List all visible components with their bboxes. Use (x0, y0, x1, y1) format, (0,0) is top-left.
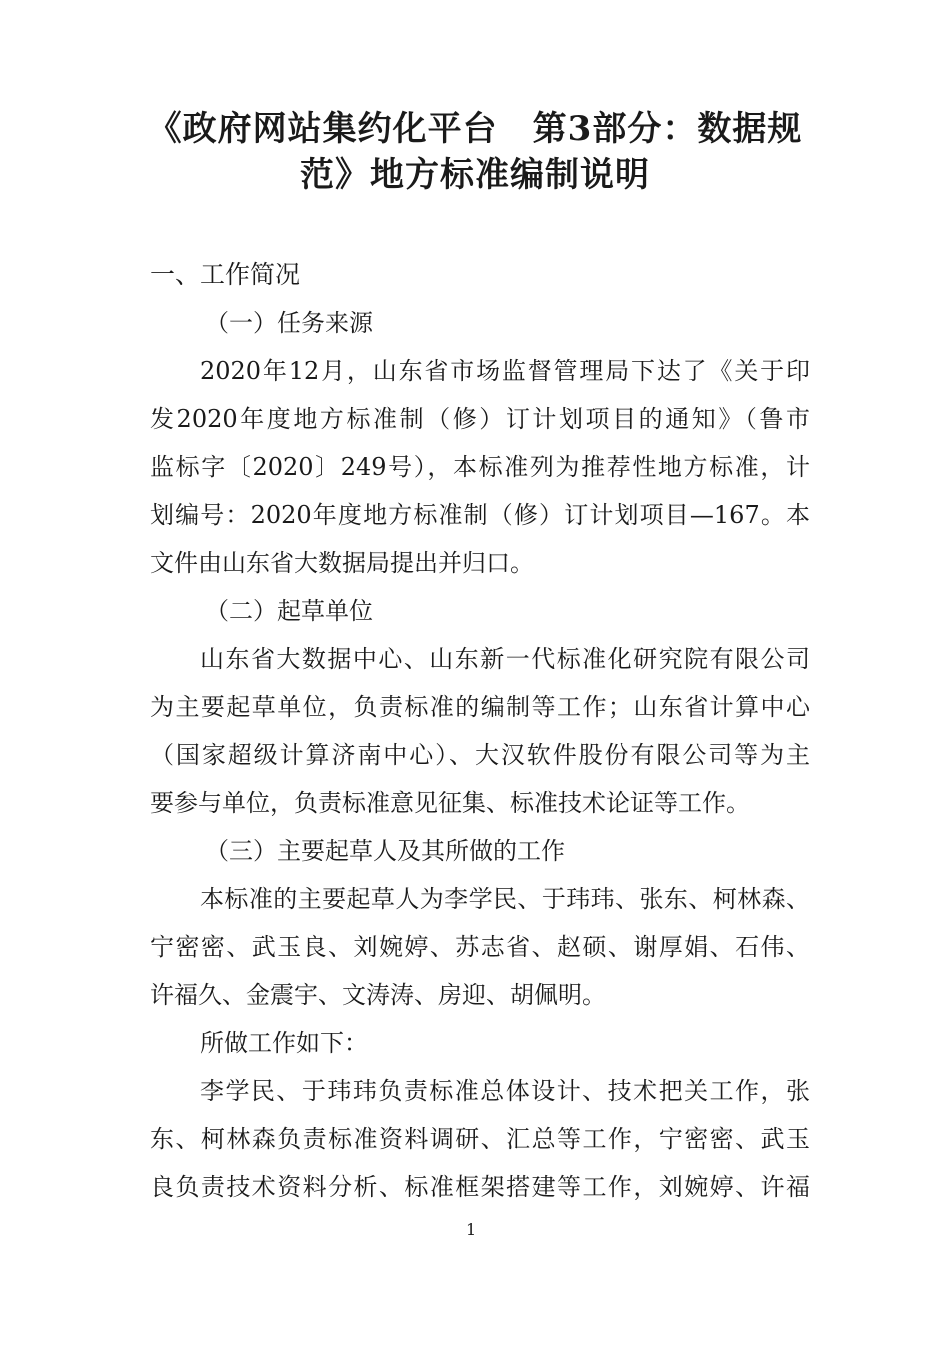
paragraph-line: 2020年12月，山东省市场监督管理局下达了《关于印 (200, 357, 810, 385)
document-title-line-1: 《政府网站集约化平台 第3部分：数据规 (147, 109, 803, 149)
subsection-heading-drafters: （三）主要起草人及其所做的工作 (205, 837, 565, 865)
paragraph-line: （国家超级计算济南中心）、大汉软件股份有限公司等为主 (150, 741, 810, 769)
paragraph-line: 东、柯林森负责标准资料调研、汇总等工作，宁密密、武玉 (150, 1125, 810, 1153)
document-body (150, 251, 810, 1211)
paragraph-line: 良负责技术资料分析、标准框架搭建等工作，刘婉婷、许福 (150, 1173, 810, 1201)
subsection-heading-drafting-units: （二）起草单位 (205, 597, 373, 625)
paragraph-line: 监标字〔2020〕249号），本标准列为推荐性地方标准，计 (150, 453, 810, 481)
paragraph-line: 发2020年度地方标准制（修）订计划项目的通知》（鲁市 (150, 405, 810, 433)
paragraph-line: 为主要起草单位，负责标准的编制等工作；山东省计算中心 (150, 693, 810, 721)
paragraph-line: 文件由山东省大数据局提出并归口。 (150, 549, 534, 577)
paragraph-line: 要参与单位，负责标准意见征集、标准技术论证等工作。 (150, 789, 750, 817)
subsection-heading-task-source: （一）任务来源 (205, 309, 373, 337)
paragraph-line: 李学民、于玮玮负责标准总体设计、技术把关工作，张 (200, 1077, 810, 1105)
section-heading: 一、工作简况 (150, 260, 301, 289)
page-number: 1 (466, 1220, 477, 1239)
paragraph-line: 宁密密、武玉良、刘婉婷、苏志省、赵硕、谢厚娟、石伟、 (150, 933, 810, 961)
paragraph-line: 本标准的主要起草人为李学民、于玮玮、张东、柯林森、 (200, 885, 810, 913)
paragraph-line: 山东省大数据中心、山东新一代标准化研究院有限公司 (200, 645, 810, 673)
work-intro: 所做工作如下： (200, 1029, 368, 1057)
document-title-line-2: 范》地方标准编制说明 (300, 155, 650, 195)
paragraph-line: 划编号：2020年度地方标准制（修）订计划项目—167。本 (150, 501, 810, 529)
paragraph-line: 许福久、金震宇、文涛涛、房迎、胡佩明。 (150, 981, 606, 1009)
